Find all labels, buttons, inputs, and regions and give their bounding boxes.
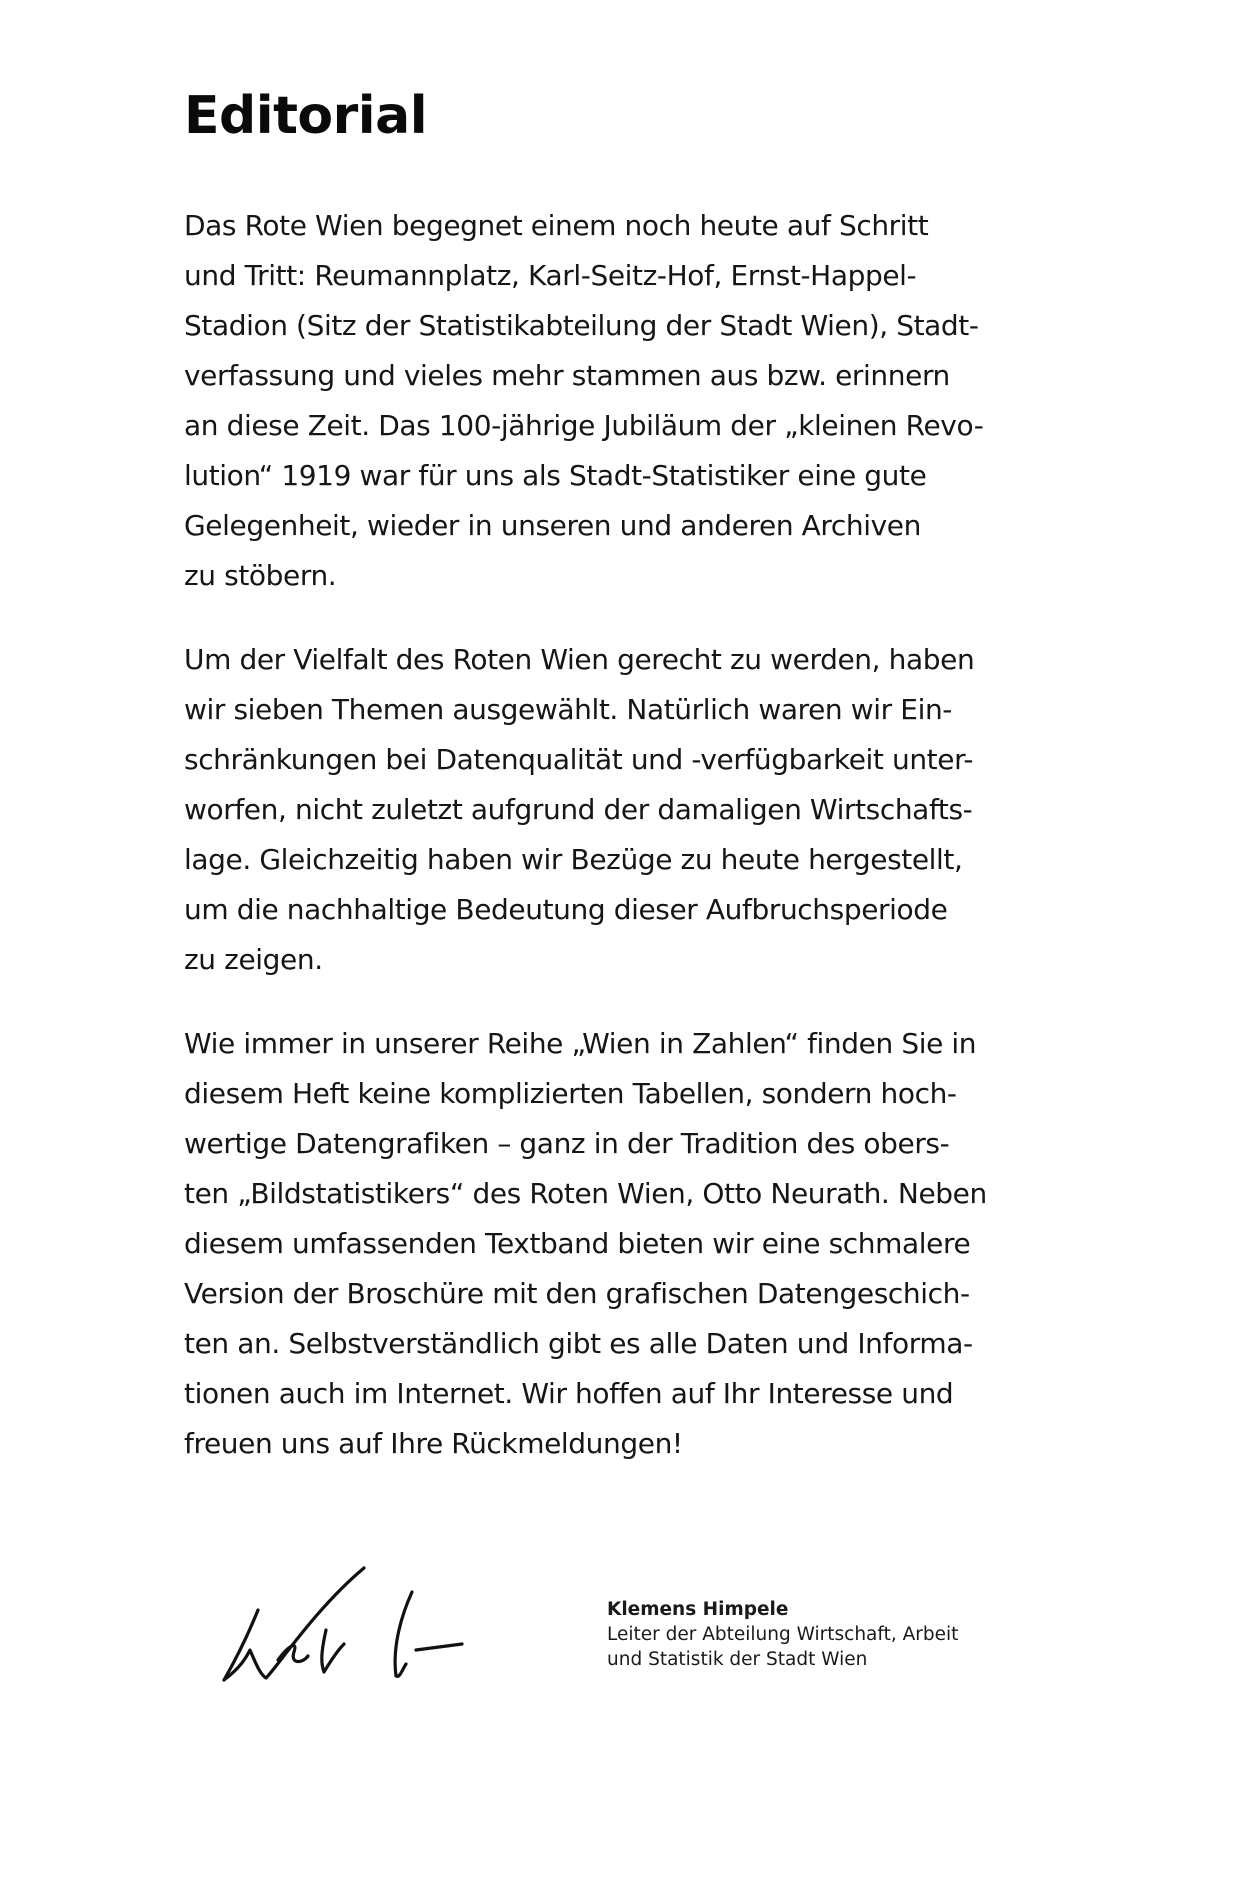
text-line: ten „Bildstatistikers“ des Roten Wien, Otto Neurath. Neben	[184, 1177, 987, 1210]
paragraph-3	[184, 1019, 1084, 1469]
signer-role-line: Leiter der Abteilung Wirtschaft, Arbeit	[607, 1624, 959, 1645]
text-line: schränkungen bei Datenqualität und -verfügbarkeit unter-	[184, 743, 974, 776]
text-line: zu zeigen.	[184, 943, 323, 976]
handwritten-signature	[216, 1552, 536, 1692]
text-line: lution“ 1919 war für uns als Stadt-Statistiker eine gute	[184, 459, 927, 492]
text-line: diesem umfassenden Textband bieten wir eine schmalere	[184, 1227, 971, 1260]
paragraph-2	[184, 635, 1084, 985]
text-line: Um der Vielfalt des Roten Wien gerecht zu werden, haben	[184, 643, 975, 676]
text-line: diesem Heft keine komplizierten Tabellen, sondern hoch-	[184, 1077, 957, 1110]
text-line: verfassung und vieles mehr stammen aus bzw. erinnern	[184, 359, 950, 392]
text-line: Wie immer in unserer Reihe „Wien in Zahlen“ finden Sie in	[184, 1027, 977, 1060]
signer-role-line: und Statistik der Stadt Wien	[607, 1649, 868, 1670]
text-line: freuen uns auf Ihre Rückmeldungen!	[184, 1427, 683, 1460]
text-line: Stadion (Sitz der Statistikabteilung der Stadt Wien), Stadt-	[184, 309, 979, 342]
text-line: Das Rote Wien begegnet einem noch heute auf Schritt	[184, 209, 929, 242]
paragraph-1	[184, 201, 1084, 601]
page-title: Editorial	[184, 86, 428, 146]
text-line: um die nachhaltige Bedeutung dieser Aufbruchsperiode	[184, 893, 948, 926]
text-line: zu stöbern.	[184, 559, 337, 592]
text-line: Gelegenheit, wieder in unseren und anderen Archiven	[184, 509, 921, 542]
signer-block	[607, 1597, 1027, 1672]
text-line: wertige Datengrafiken – ganz in der Tradition des obers-	[184, 1127, 950, 1160]
signer-name: Klemens Himpele	[607, 1599, 789, 1620]
text-line: tionen auch im Internet. Wir hoffen auf Ihr Interesse und	[184, 1377, 954, 1410]
text-line: ten an. Selbstverständlich gibt es alle Daten und Informa-	[184, 1327, 973, 1360]
text-line: an diese Zeit. Das 100-jährige Jubiläum der „kleinen Revo-	[184, 409, 984, 442]
text-line: worfen, nicht zuletzt aufgrund der damaligen Wirtschafts-	[184, 793, 973, 826]
text-line: wir sieben Themen ausgewählt. Natürlich waren wir Ein-	[184, 693, 952, 726]
text-line: Version der Broschüre mit den grafischen Datengeschich-	[184, 1277, 970, 1310]
text-line: und Tritt: Reumannplatz, Karl-Seitz-Hof, Ernst-Happel-	[184, 259, 917, 292]
editorial-body	[184, 201, 1084, 1503]
text-line: lage. Gleichzeitig haben wir Bezüge zu heute hergestellt,	[184, 843, 963, 876]
